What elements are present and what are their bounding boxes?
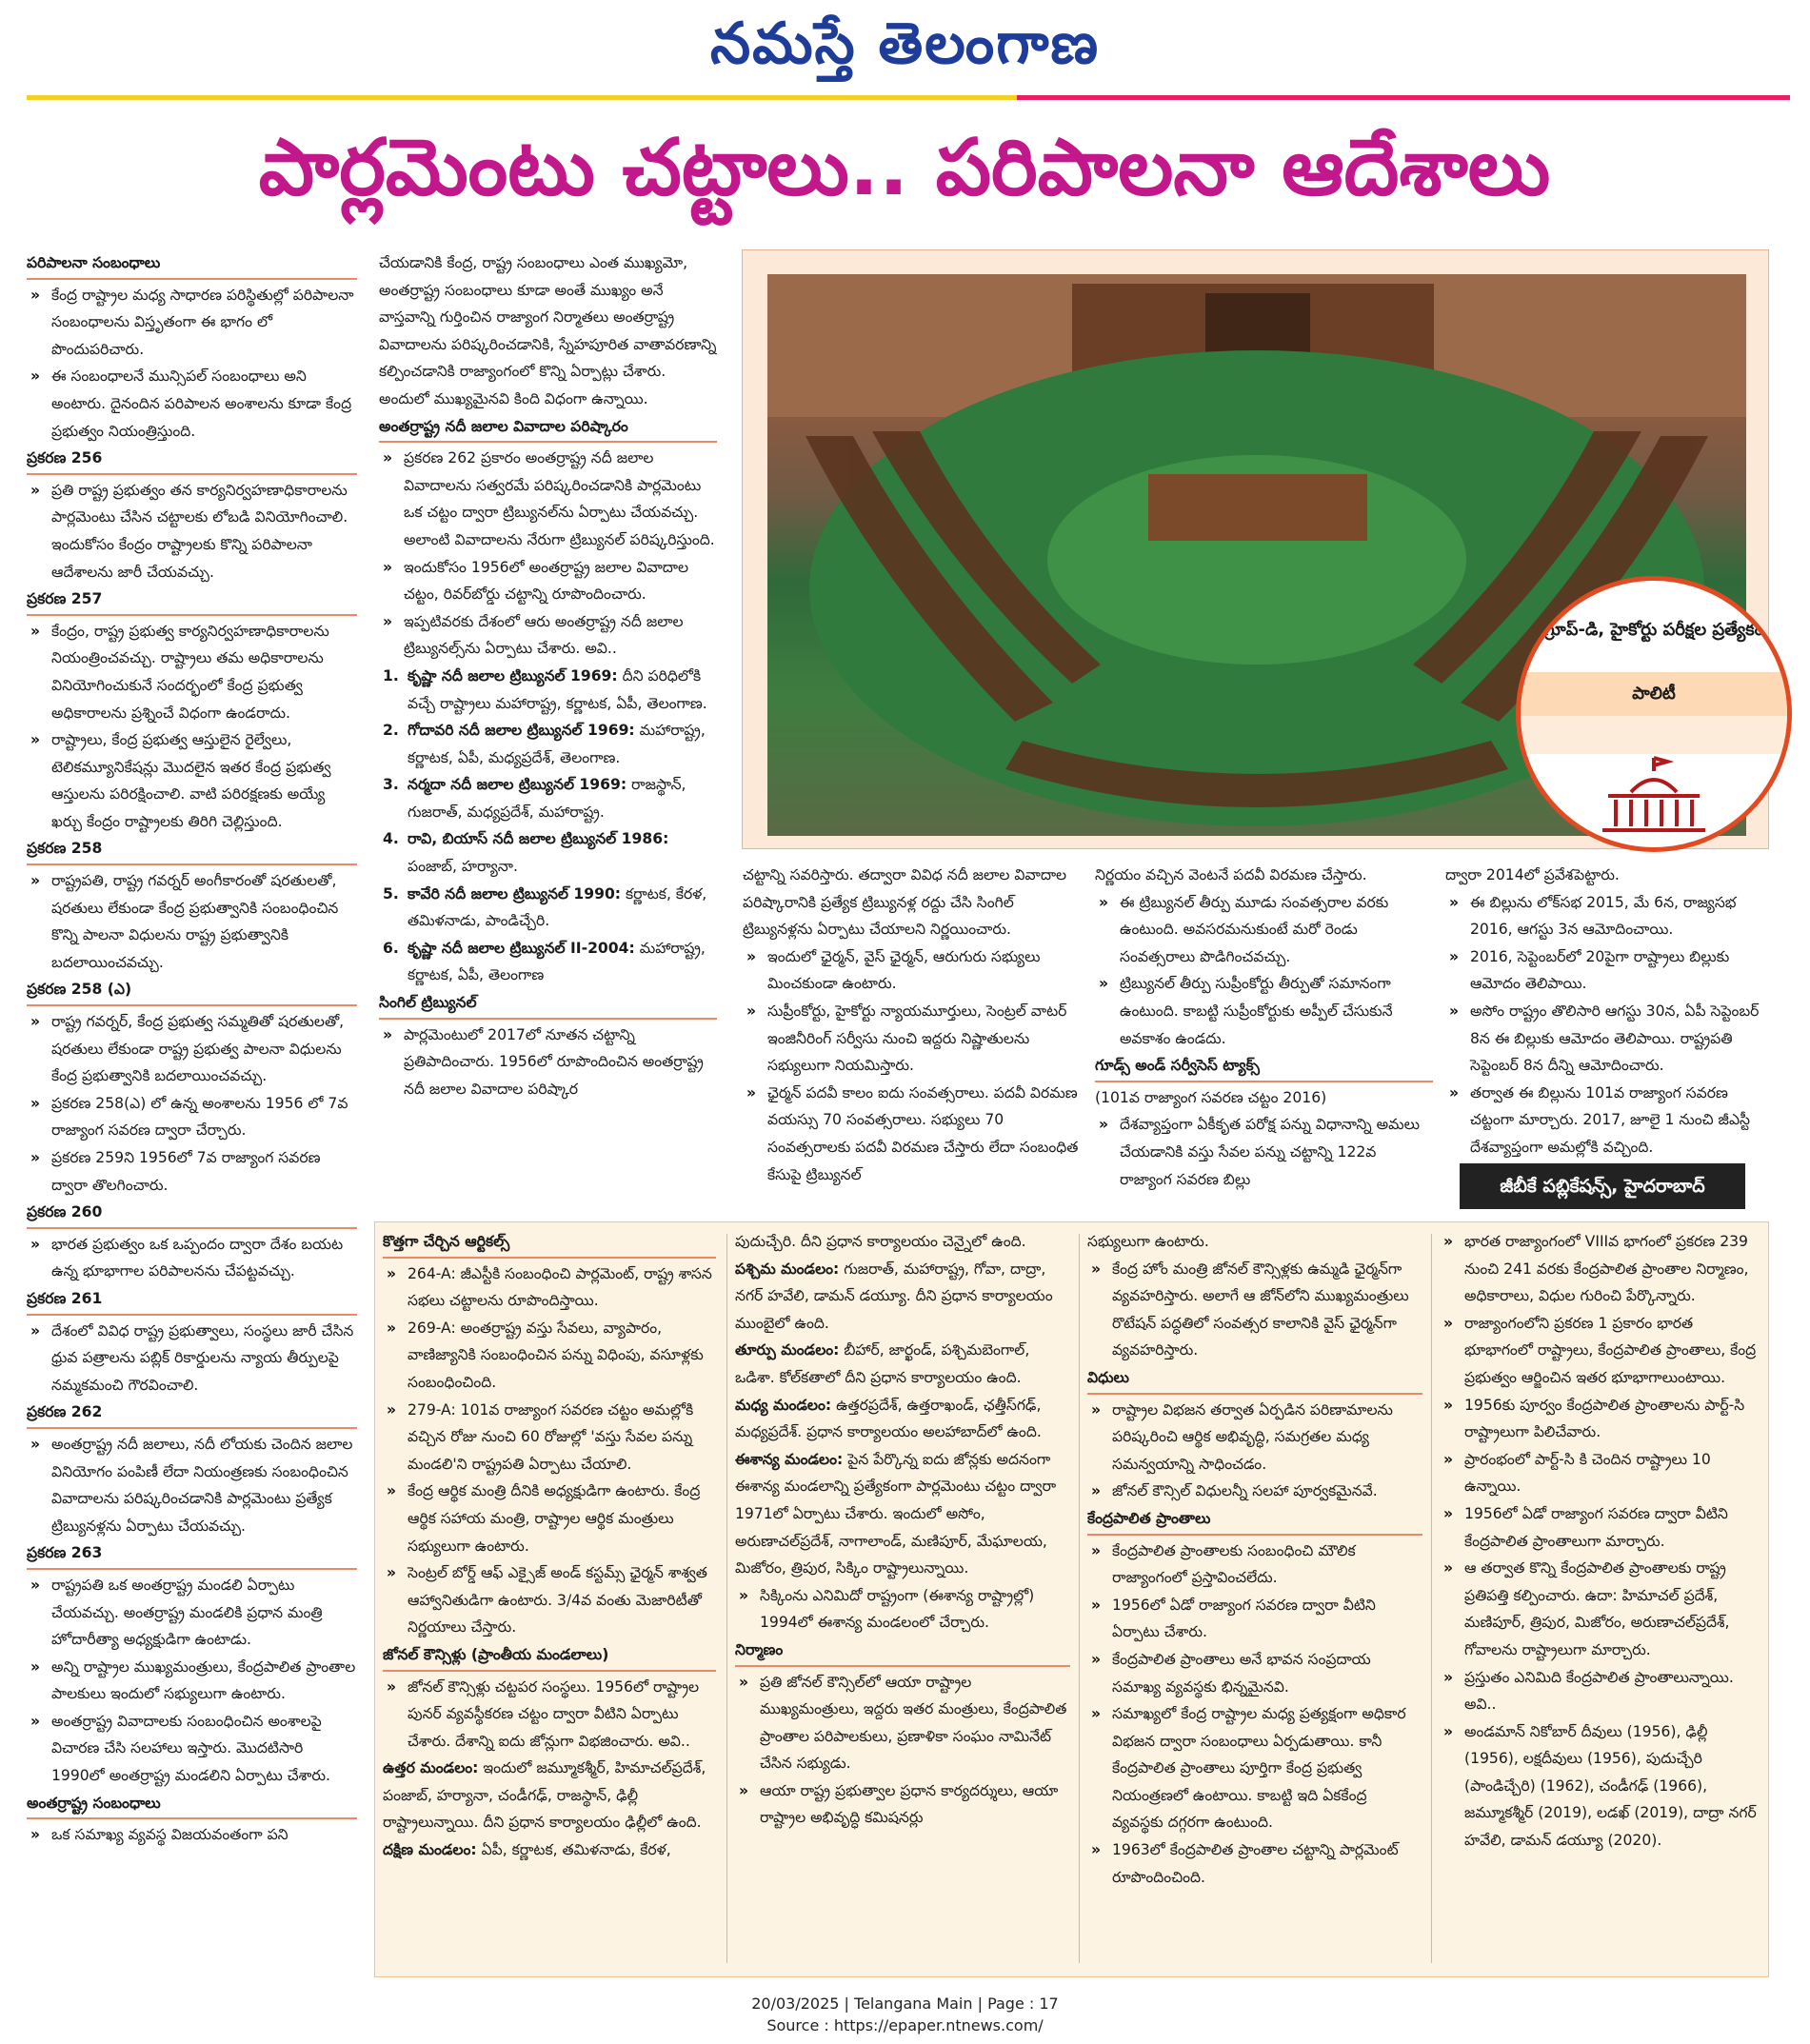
- zone-text: ఉత్తరప్రదేశ్, ఉత్తరాఖండ్, ఛత్తీస్‌గఢ్, మధ్యప్రదేశ్. ప్రధాన కార్యాలయం అలహాబాద్‌లో ఉంది.: [735, 1396, 1042, 1441]
- bullet: » కేంద్ర రాష్ట్రాల మధ్య సాధారణ పరిస్థితుల్లో పరిపాలనా సంబంధాలను విస్తృతంగా ఈ భాగం లో పొందుపరిచారు.: [27, 282, 357, 364]
- bullet: » సమాఖ్యలో కేంద్ర రాష్ట్రాల మధ్య ప్రత్యక్షంగా అధికార విభజన ద్వారా సంబంధాలు ఏర్పడుతాయి. కానీ కేంద్రపాలిత ప్రాంతాలు పూర్తిగా కేంద్ర ప్రభుత్వ నియంత్రణలో ఉంటాయి. కాబట్టి ఇది ఏకకేంద్ర వ్యవస్థకు దగ్గరగా ఉంటుంది.: [1087, 1700, 1422, 1836]
- bullet: » తర్వాత ఈ బిల్లును 101వ రాజ్యాంగ సవరణ చట్టంగా మార్చారు. 2017, జూలై 1 నుంచి జీఎస్టీ దేశవ్యాప్తంగా అమల్లోకి వచ్చింది.: [1445, 1080, 1769, 1159]
- bullet: » ఈ బిల్లును లోక్‌సభ 2015, మే 6న, రాజ్యసభ 2016, ఆగస్టు 3న ఆమోదించాయి.: [1445, 889, 1769, 943]
- bullet: » కేంద్రం, రాష్ట్ర ప్రభుత్వ కార్యనిర్వహణాధికారాలను నియంత్రించవచ్చు. రాష్ట్రాలు తమ అధికారాలను వినియోగించుకునే సందర్భంలో కేంద్ర ప్రభుత్వ అధికారాలను ప్రశ్నించే విధంగా ఉండరాదు.: [27, 618, 357, 726]
- bullet: » ప్రతి రాష్ట్ర ప్రభుత్వం తన కార్యనిర్వహణాధికారాలను పార్లమెంటు చేసిన చట్టాలకు లోబడి వినియోగించాలి. ఇందుకోసం కేంద్రం రాష్ట్రాలకు కొన్ని పరిపాలనా ఆదేశాలను జారీ చేయవచ్చు.: [27, 477, 357, 585]
- bullet: » ఆ తర్వాత కొన్ని కేంద్రపాలిత ప్రాంతాలకు రాష్ట్ర ప్రతిపత్తి కల్పించారు. ఉదా: హిమాచల్ ప్రదేశ్, మణిపూర్, త్రిపుర, మిజోరం, అరుణాచల్‌ప్రదేశ్, గోవాలను రాష్ట్రాలుగా మార్చారు.: [1440, 1555, 1761, 1663]
- zone-title: ఉత్తర మండలం:: [383, 1759, 479, 1777]
- zone-entry: [735, 1392, 1070, 1446]
- tribunal-text: దీని పరిధిలోకి వచ్చే రాష్ట్రాలు మహారాష్ట్ర, కర్ణాటక, ఏపీ, తెలంగాణ.: [408, 666, 707, 712]
- section-heading: ప్రకరణ 261: [27, 1285, 357, 1316]
- bullet: » సిక్కింను ఎనిమిదో రాష్ట్రంగా (ఈశాన్య రాష్ట్రాల్లో) 1994లో ఈశాన్య మండలంలో చేర్చారు.: [735, 1582, 1070, 1637]
- bullet: » భారత రాజ్యాంగంలో VIIIవ భాగంలో ప్రకరణ 239 నుంచి 241 వరకు కేంద్రపాలిత ప్రాంతాల నిర్మాణం, అధికారాలు, విధుల గురించి పేర్కొన్నారు.: [1440, 1228, 1761, 1310]
- section-heading: ప్రకరణ 262: [27, 1399, 357, 1429]
- masthead-logo: నమస్తే తెలంగాణ: [709, 10, 1101, 77]
- box-column-2: [735, 1228, 1070, 1971]
- section-heading: ప్రకరణ 258: [27, 835, 357, 865]
- bullet: » అన్ని రాష్ట్రాల ముఖ్యమంత్రులు, కేంద్రపాలిత ప్రాంతాల పాలకులు ఇందులో సభ్యులుగా ఉంటారు.: [27, 1654, 357, 1708]
- numbered-item: 6. కృష్ణా నదీ జలాల ట్రిబ్యునల్ II-2004: మహారాష్ట్ర, కర్ణాటక, ఏపీ, తెలంగాణ: [383, 939, 706, 984]
- bullet: » రాష్ట్రపతి ఒక అంతర్రాష్ట్ర మండలి ఏర్పాటు చేయవచ్చు. అంతర్రాష్ట్ర మండలికి ప్రధాన మంత్రి హోదారీత్యా అధ్యక్షుడిగా ఉంటాడు.: [27, 1572, 357, 1654]
- badge-band: [1521, 716, 1787, 754]
- zone-text: ఇందులో జమ్మూకశ్మీర్, హిమాచల్‌ప్రదేశ్, పంజాబ్, హర్యానా, చండీగఢ్, రాజస్థాన్, ఢిల్లీ రాష్ట్రాలున్నాయి. దీని ప్రధాన కార్యాలయం ఢిల్లీలో ఉంది.: [383, 1759, 706, 1832]
- section-heading: కొత్తగా చేర్చిన ఆర్టికల్స్: [383, 1228, 716, 1259]
- bullet: » పార్లమెంటులో 2017లో నూతన చట్టాన్ని ప్రతిపాదించారు. 1956లో రూపొందించిన అంతర్రాష్ట్ర నదీ జలాల వివాదాల పరిష్కార: [379, 1022, 717, 1103]
- bullet: » రాష్ట్రాల విభజన తర్వాత ఏర్పడిన పరిణామాలను పరిష్కరించి ఆర్థిక అభివృద్ధి, సమగ్రతల మధ్య సమన్వయాన్ని సాధించడం.: [1087, 1397, 1422, 1478]
- zone-entry: [383, 1755, 716, 1836]
- bullet: » ఈ ట్రిబ్యునల్ తీర్పు మూడు సంవత్సరాల వరకు ఉంటుంది. అవసరమనుకుంటే మరో రెండు సంవత్సరాలు పొడిగించవచ్చు.: [1095, 889, 1433, 971]
- bullet: » రాష్ట్రాలు, కేంద్ర ప్రభుత్వ ఆస్తులైన రైల్వేలు, టెలికమ్యూనికేషన్లు మొదలైన ఇతర కేంద్ర ప్రభుత్వ ఆస్తులను పరిరక్షించాలి. వాటి పరిరక్షణకు అయ్యే ఖర్చు కేంద్రం రాష్ట్రాలకు తిరిగి చెల్లిస్తుంది.: [27, 726, 357, 835]
- box-column-3: [1087, 1228, 1422, 1971]
- bullet: » ప్రకరణ 259ని 1956లో 7వ రాజ్యాంగ సవరణ ద్వారా తొలగించారు.: [27, 1144, 357, 1199]
- tribunal-text: కర్ణాటక, కేరళ, తమిళనాడు, పాండిచ్చేరి.: [408, 884, 707, 930]
- bullet: » రాజ్యాంగంలోని ప్రకరణ 1 ప్రకారం భారత భూభాగంలో రాష్ట్రాలు, కేంద్రపాలిత ప్రాంతాలు, కేంద్ర ప్రభుత్వం ఆర్జించిన ఇతర భూభాగాలుంటాయి.: [1440, 1310, 1761, 1392]
- box-column-1: [383, 1228, 716, 1971]
- bullet: » జోనల్ కౌన్సిళ్లు చట్టపర సంస్థలు. 1956లో రాష్ట్రాల పునర్ వ్యవస్థీకరణ చట్టం ద్వారా వీటిని ఏర్పాటు చేశారు. దేశాన్ని ఐదు జోన్లుగా విభజించారు. అవి..: [383, 1674, 716, 1756]
- bullet: » కేంద్రపాలిత ప్రాంతాలు అనే భావన సంప్రదాయ సమాఖ్య వ్యవస్థకు భిన్నమైనవి.: [1087, 1646, 1422, 1700]
- section-heading: విధులు: [1087, 1364, 1422, 1395]
- tribunal-title: రావి, బియాస్ నదీ జలాల ట్రిబ్యునల్ 1986:: [408, 830, 669, 848]
- numbered-item: 1. కృష్ణా నదీ జలాల ట్రిబ్యునల్ 1969: దీని పరిధిలోకి వచ్చే రాష్ట్రాలు మహారాష్ట్ర, కర్ణాటక, ఏపీ, తెలంగాణ.: [383, 666, 707, 712]
- parliament-building-icon: [1597, 754, 1711, 836]
- zone-entry: [735, 1337, 1070, 1391]
- section-heading: నిర్మాణం: [735, 1637, 1070, 1667]
- tribunal-text: మహారాష్ట్ర, కర్ణాటక, ఏపీ, మధ్యప్రదేశ్, తెలంగాణ.: [408, 722, 706, 766]
- numbered-item: 4. రావి, బియాస్ నదీ జలాల ట్రిబ్యునల్ 1986: పంజాబ్, హర్యానా.: [383, 830, 669, 876]
- bullet: » ఛైర్మన్ పదవీ కాలం ఐదు సంవత్సరాలు. పదవీ విరమణ వయస్సు 70 సంవత్సరాలు. సభ్యులు 70 సంవత్సరాలకు పదవీ విరమణ చేస్తారు లేదా సంబంధిత కేసుపై ట్రిబ్యునల్: [743, 1080, 1081, 1188]
- top-rule-pink: [1017, 95, 1790, 100]
- column-divider: [1079, 1234, 1080, 1963]
- bullet: » దేశంలో వివిధ రాష్ట్ర ప్రభుత్వాలు, సంస్థలు జారీ చేసిన ధ్రువ పత్రాలను పబ్లిక్ రికార్డులను న్యాయ తీర్పులపై నమ్మకమంచి గౌరవించాలి.: [27, 1318, 357, 1399]
- footer-date-line: 20/03/2025 | Telangana Main | Page : 17: [751, 1994, 1059, 2013]
- numbered-item: 2. గోదావరి నదీ జలాల ట్రిబ్యునల్ 1969: మహారాష్ట్ర, కర్ణాటక, ఏపీ, మధ్యప్రదేశ్, తెలంగాణ.: [383, 722, 706, 766]
- bullet: » కేంద్ర హోం మంత్రి జోనల్ కౌన్సిళ్లకు ఉమ్మడి ఛైర్మన్‌గా వ్యవహరిస్తారు. అలాగే ఆ జోన్‌లోని ముఖ్యమంత్రులు రొటేషన్ పద్ధతిలో సంవత్సర కాలానికి వైస్ ఛైర్మన్‌గా వ్యవహరిస్తారు.: [1087, 1256, 1422, 1364]
- numbered-item: 3. నర్మదా నదీ జలాల ట్రిబ్యునల్ 1969: రాజస్థాన్, గుజరాత్, మధ్యప్రదేశ్, మహారాష్ట్ర.: [383, 776, 686, 821]
- bullet: » అసోం రాష్ట్రం తొలిసారి ఆగస్టు 30న, ఏపీ సెప్టెంబర్ 8న ఈ బిల్లుకు ఆమోదం తెలిపాయి. రాష్ట్రపతి సెప్టెంబర్ 8న దీన్ని ఆమోదించారు.: [1445, 998, 1769, 1080]
- section-heading: జోనల్ కౌన్సిళ్లు (ప్రాంతీయ మండలాలు): [383, 1641, 716, 1672]
- paragraph: పుదుచ్చేరి. దీని ప్రధాన కార్యాలయం చెన్నైలో ఉంది.: [735, 1233, 1026, 1250]
- bullet: » కేంద్ర ఆర్థిక మంత్రి దీనికి అధ్యక్షుడిగా ఉంటారు. కేంద్ర ఆర్థిక సహాయ మంత్రి, రాష్ట్రాల ఆర్థిక మంత్రులు సభ్యులుగా ఉంటారు.: [383, 1478, 716, 1559]
- column-4: [1095, 862, 1433, 1214]
- bullet: » ప్రారంభంలో పార్ట్-సి కి చెందిన రాష్ట్రాలు 10 ఉన్నాయి.: [1440, 1446, 1761, 1500]
- bullet: » ఇందులో ఛైర్మన్, వైస్ ఛైర్మన్, ఆరుగురు సభ్యులు మించకుండా ఉంటారు.: [743, 943, 1081, 998]
- section-heading: పరిపాలనా సంబంధాలు: [27, 249, 357, 280]
- paragraph: ద్వారా 2014లో ప్రవేశపెట్టారు.: [1445, 866, 1620, 883]
- bullet: » 269-A: అంతర్రాష్ట్ర వస్తు సేవలు, వ్యాపారం, వాణిజ్యానికి సంబంధించిన పన్ను విధింపు, వసూళ్లకు సంబంధించింది.: [383, 1315, 716, 1397]
- bullet: » ఆయా రాష్ట్ర ప్రభుత్వాల ప్రధాన కార్యదర్శులు, ఆయా రాష్ట్రాల అభివృద్ధి కమిషనర్లు: [735, 1777, 1070, 1832]
- zone-text: పైన పేర్కొన్న ఐదు జోన్లకు అదనంగా ఈశాన్య మండలాన్ని ప్రత్యేకంగా పార్లమెంటు చట్టం ద్వారా 1971లో ఏర్పాటు చేశారు. ఇందులో అసోం, అరుణాచల్‌ప్రదేశ్, నాగాలాండ్, మణిపూర్, మేఘాలయ, మిజోరం, త్రిపుర, సిక్కిం రాష్ట్రాలున్నాయి.: [735, 1450, 1057, 1578]
- section-heading: ప్రకరణ 258 (ఎ): [27, 976, 357, 1006]
- section-heading: ప్రకరణ 256: [27, 445, 357, 475]
- box-column-4: [1440, 1228, 1761, 1971]
- bullet: » సుప్రీంకోర్టు, హైకోర్టు న్యాయమూర్తులు, సెంట్రల్ వాటర్ ఇంజినీరింగ్ సర్వీసు నుంచి ఇద్దరు నిష్ణాతులను సభ్యులుగా నియమిస్తారు.: [743, 998, 1081, 1080]
- tribunal-title: కావేరి నదీ జలాల ట్రిబ్యునల్ 1990:: [408, 884, 622, 903]
- bullet: » ప్రకరణ 262 ప్రకారం అంతర్రాష్ట్ర నదీ జలాల వివాదాలను సత్వరమే పరిష్కరించడానికి పార్లమెంటు ఒక చట్టం ద్వారా ట్రిబ్యునల్‌ను ఏర్పాటు చేయవచ్చు. అలాంటి వివాదాలను నేరుగా ట్రిబ్యునల్ పరిష్కరిస్తుంది.: [379, 445, 717, 553]
- column-2: [379, 249, 717, 1213]
- zone-title: తూర్పు మండలం:: [735, 1341, 840, 1359]
- bullet: » 1956లో ఏడో రాజ్యాంగ సవరణ ద్వారా వీటిని ఏర్పాటు చేశారు.: [1087, 1592, 1422, 1646]
- bullet: » ట్రిబ్యునల్ తీర్పు సుప్రీంకోర్టు తీర్పుతో సమానంగా ఉంటుంది. కాబట్టి సుప్రీంకోర్టుకు అప్పీల్ చేసుకునే అవకాశం ఉండదు.: [1095, 970, 1433, 1052]
- section-heading: సింగిల్ ట్రిబ్యునల్: [379, 989, 717, 1020]
- zone-title: మధ్య మండలం:: [735, 1396, 832, 1414]
- footer-source-link[interactable]: Source : https://epaper.ntnews.com/: [766, 2016, 1044, 2034]
- bullet: » 2016, సెప్టెంబర్‌లో 20పైగా రాష్ట్రాలు బిల్లుకు ఆమోదం తెలిపాయి.: [1445, 943, 1769, 998]
- section-heading: ప్రకరణ 263: [27, 1539, 357, 1570]
- numbered-item: 5. కావేరి నదీ జలాల ట్రిబ్యునల్ 1990: కర్ణాటక, కేరళ, తమిళనాడు, పాండిచ్చేరి.: [383, 884, 707, 930]
- section-heading: గూడ్స్ అండ్ సర్వీసెస్ ట్యాక్స్: [1095, 1052, 1433, 1082]
- badge-subject: పాలిటీ: [1521, 672, 1787, 716]
- column-divider: [726, 1234, 727, 1963]
- column-1: [27, 249, 357, 1980]
- bullet: » జోనల్ కౌన్సిల్ విధులన్నీ సలహా పూర్వకమైనవే.: [1087, 1478, 1422, 1505]
- bullet: » 1956లో ఏడో రాజ్యాంగ సవరణ ద్వారా వీటిని కేంద్రపాలిత ప్రాంతాలుగా మార్చారు.: [1440, 1500, 1761, 1555]
- column-5: [1445, 862, 1769, 1159]
- bullet: » ప్రకరణ 258(ఎ) లో ఉన్న అంశాలను 1956 లో 7వ రాజ్యాంగ సవరణ ద్వారా చేర్చారు.: [27, 1090, 357, 1144]
- bullet: » ఇందుకోసం 1956లో అంతర్రాష్ట్ర జలాల వివాదాల చట్టం, రివర్‌బోర్డు చట్టాన్ని రూపొందించారు.: [379, 554, 717, 608]
- section-heading: ప్రకరణ 257: [27, 585, 357, 616]
- zone-entry: [735, 1446, 1070, 1582]
- badge-title: గ్రూప్-డి, హైకోర్టు పరీక్షల ప్రత్యేకం: [1544, 620, 1763, 640]
- bullet: » కేంద్రపాలిత ప్రాంతాలకు సంబంధించి మౌలిక రాజ్యాంగంలో ప్రస్తావించలేదు.: [1087, 1538, 1422, 1592]
- zone-entry: [735, 1256, 1070, 1338]
- bullet: » అండమాన్ నికోబార్ దీవులు (1956), ఢిల్లీ (1956), లక్షదీవులు (1956), పుదుచ్చేరి (పాండిచ్చేరి) (1962), చండీగఢ్ (1966), జమ్మూకశ్మీర్ (2019), లడఖ్ (2019), దాద్రా నగర్ హవేలి, డామన్ డయ్యూ (2020).: [1440, 1718, 1761, 1855]
- bullet: » ఇప్పటివరకు దేశంలో ఆరు అంతర్రాష్ట్ర నదీ జలాల ట్రిబ్యునల్స్‌ను ఏర్పాటు చేశారు. అవి..: [379, 608, 717, 663]
- zone-title: ఈశాన్య మండలం:: [735, 1450, 844, 1468]
- tribunal-title: గోదావరి నదీ జలాల ట్రిబ్యునల్ 1969:: [408, 722, 635, 740]
- section-heading: కేంద్రపాలిత ప్రాంతాలు: [1087, 1505, 1422, 1536]
- bullet: » సెంట్రల్ బోర్డ్ ఆఫ్ ఎక్సైజ్ అండ్ కస్టమ్స్ ఛైర్మన్ శాశ్వత ఆహ్వానితుడిగా ఉంటారు. 3/4వ వంతు మెజారిటీతో నిర్ణయాలు చేస్తారు.: [383, 1559, 716, 1641]
- zone-text: బీహార్, జార్ఖండ్, పశ్చిమబెంగాల్, ఒడిశా. కోల్‌కతాలో దీని ప్రధాన కార్యాలయం ఉంది.: [735, 1341, 1030, 1386]
- section-heading: అంతర్రాష్ట్ర సంబంధాలు: [27, 1790, 357, 1820]
- page-headline: పార్లమెంటు చట్టాలు.. పరిపాలనా ఆదేశాలు: [258, 123, 1551, 213]
- tribunal-text: పంజాబ్, హర్యానా.: [408, 858, 518, 876]
- tribunal-text: రాజస్థాన్, గుజరాత్, మధ్యప్రదేశ్, మహారాష్ట్ర.: [408, 776, 686, 821]
- tribunal-title: కృష్ణా నదీ జలాల ట్రిబ్యునల్ 1969:: [408, 666, 618, 685]
- exam-badge: [1516, 576, 1792, 852]
- bullet: » రాష్ట్రపతి, రాష్ట్ర గవర్నర్ అంగీకారంతో షరతులతో, షరతులు లేకుండా కేంద్ర ప్రభుత్వానికి సంబంధించిన కొన్ని పాలనా విధులను రాష్ట్ర ప్రభుత్వానికి బదలాయించవచ్చు.: [27, 867, 357, 976]
- bullet: » 1956కు పూర్వం కేంద్రపాలిత ప్రాంతాలను పార్ట్-సి రాష్ట్రాలుగా పిలిచేవారు.: [1440, 1392, 1761, 1446]
- bullet: » దేశవ్యాప్తంగా ఏకీకృత పరోక్ష పన్ను విధానాన్ని అమలు చేయడానికి వస్తు సేవల పన్ను చట్టాన్ని 122వ రాజ్యాంగ సవరణ బిల్లు: [1095, 1111, 1433, 1193]
- paragraph: సభ్యులుగా ఉంటారు.: [1087, 1233, 1209, 1250]
- zone-title: పశ్చిమ మండలం:: [735, 1260, 840, 1278]
- top-rule-yellow: [27, 95, 1017, 100]
- paragraph: చట్టాన్ని సవరిస్తారు. తద్వారా వివిధ నదీ జలాల వివాదాల పరిష్కారానికి ప్రత్యేక ట్రిబ్యునళ్ల రద్దు చేసి సింగిల్ ట్రిబ్యునళ్లను ఏర్పాటు చేయాలని నిర్ణయించారు.: [743, 866, 1067, 939]
- bullet: » అంతర్రాష్ట్ర నదీ జలాలు, నదీ లోయకు చెందిన జలాల వినియోగం పంపిణీ లేదా నియంత్రణకు సంబంధించిన వివాదాలను పరిష్కరించడానికి పార్లమెంటు ప్రత్యేక ట్రిబ్యునళ్లను ఏర్పాటు చేయవచ్చు.: [27, 1431, 357, 1539]
- tribunal-title: కృష్ణా నదీ జలాల ట్రిబ్యునల్ II-2004:: [408, 939, 635, 957]
- paragraph: చేయడానికి కేంద్ర, రాష్ట్ర సంబంధాలు ఎంత ముఖ్యమో, అంతర్రాష్ట్ర సంబంధాలు కూడా అంతే ముఖ్యం అనే వాస్తవాన్ని గుర్తించిన రాజ్యాంగ నిర్మాతలు అంతర్రాష్ట్ర వివాదాలను పరిష్కరించడానికి, స్నేహపూరిత వాతావరణాన్ని కల్పించడానికి రాజ్యాంగంలో కొన్ని ఏర్పాట్లు చేశారు. అందులో ముఖ్యమైనవి కింది విధంగా ఉన్నాయి.: [379, 254, 717, 407]
- bullet: » ఈ సంబంధాలనే మున్సిపల్ సంబంధాలు అని అంటారు. దైనందిన పరిపాలన అంశాలను కూడా కేంద్ర ప్రభుత్వం నియంత్రిస్తుంది.: [27, 363, 357, 445]
- zone-text: గుజరాత్, మహారాష్ట్ర, గోవా, దాద్రా, నగర్ హవేలి, డామన్ డయ్యూ. దీని ప్రధాన కార్యాలయం ముంబైలో ఉంది.: [735, 1260, 1053, 1332]
- bullet: » ప్రతి జోనల్ కౌన్సిల్‌లో ఆయా రాష్ట్రాల ముఖ్యమంత్రులు, ఇద్దరు ఇతర మంత్రులు, కేంద్రపాలిత ప్రాంతాల పరిపాలకులు, ప్రణాళికా సంఘం నామినేట్ చేసిన సభ్యుడు.: [735, 1669, 1070, 1777]
- column-divider: [1431, 1234, 1432, 1963]
- bullet: » ఒక సమాఖ్య వ్యవస్థ విజయవంతంగా పని: [27, 1821, 357, 1849]
- zone-entry: [383, 1836, 716, 1864]
- bullet: » 264-A: జీఎస్టీకి సంబంధించి పార్లమెంట్, రాష్ట్ర శాసన సభలు చట్టాలను రూపొందిస్తాయి.: [383, 1260, 716, 1315]
- section-subheading: (101వ రాజ్యాంగ సవరణ చట్టం 2016): [1095, 1088, 1327, 1106]
- publisher-credit: జీబీకే పబ్లికేషన్స్, హైదరాబాద్: [1460, 1163, 1745, 1209]
- bullet: » 1963లో కేంద్రపాలిత ప్రాంతాల చట్టాన్ని పార్లమెంట్ రూపొందించింది.: [1087, 1836, 1422, 1891]
- zone-title: దక్షిణ మండలం:: [383, 1841, 477, 1859]
- tribunal-title: నర్మదా నదీ జలాల ట్రిబ్యునల్ 1969:: [408, 776, 627, 794]
- bullet: » ప్రస్తుతం ఎనిమిది కేంద్రపాలిత ప్రాంతాలున్నాయి. అవి..: [1440, 1664, 1761, 1718]
- bullet: » అంతర్రాష్ట్ర వివాదాలకు సంబంధించిన అంశాలపై విచారణ చేసి సలహాలు ఇస్తారు. మొదటిసారి 1990లో అంతర్రాష్ట్ర మండలిని ఏర్పాటు చేశారు.: [27, 1708, 357, 1790]
- section-heading: ప్రకరణ 260: [27, 1199, 357, 1229]
- section-heading: అంతర్రాష్ట్ర నదీ జలాల వివాదాల పరిష్కారం: [379, 413, 717, 444]
- bullet: » భారత ప్రభుత్వం ఒక ఒప్పందం ద్వారా దేశం బయట ఉన్న భూభాగాల పరిపాలనను చేపట్టవచ్చు.: [27, 1231, 357, 1285]
- tribunal-text: మహారాష్ట్ర, కర్ణాటక, ఏపీ, తెలంగాణ: [408, 939, 706, 984]
- paragraph: నిర్ణయం వచ్చిన వెంటనే పదవీ విరమణ చేస్తారు.: [1095, 866, 1367, 883]
- column-3: [743, 862, 1081, 1214]
- bullet: » 279-A: 101వ రాజ్యాంగ సవరణ చట్టం అమల్లోకి వచ్చిన రోజు నుంచి 60 రోజుల్లో 'వస్తు సేవల పన్ను మండలి'ని రాష్ట్రపతి ఏర్పాటు చేయాలి.: [383, 1397, 716, 1478]
- bullet: » రాష్ట్ర గవర్నర్, కేంద్ర ప్రభుత్వ సమ్మతితో షరతులతో, షరతులు లేకుండా రాష్ట్ర ప్రభుత్వ పాలనా విధులను కేంద్ర ప్రభుత్వానికి బదలాయించవచ్చు.: [27, 1008, 357, 1090]
- zone-text: ఏపీ, కర్ణాటక, తమిళనాడు, కేరళ,: [481, 1841, 671, 1859]
